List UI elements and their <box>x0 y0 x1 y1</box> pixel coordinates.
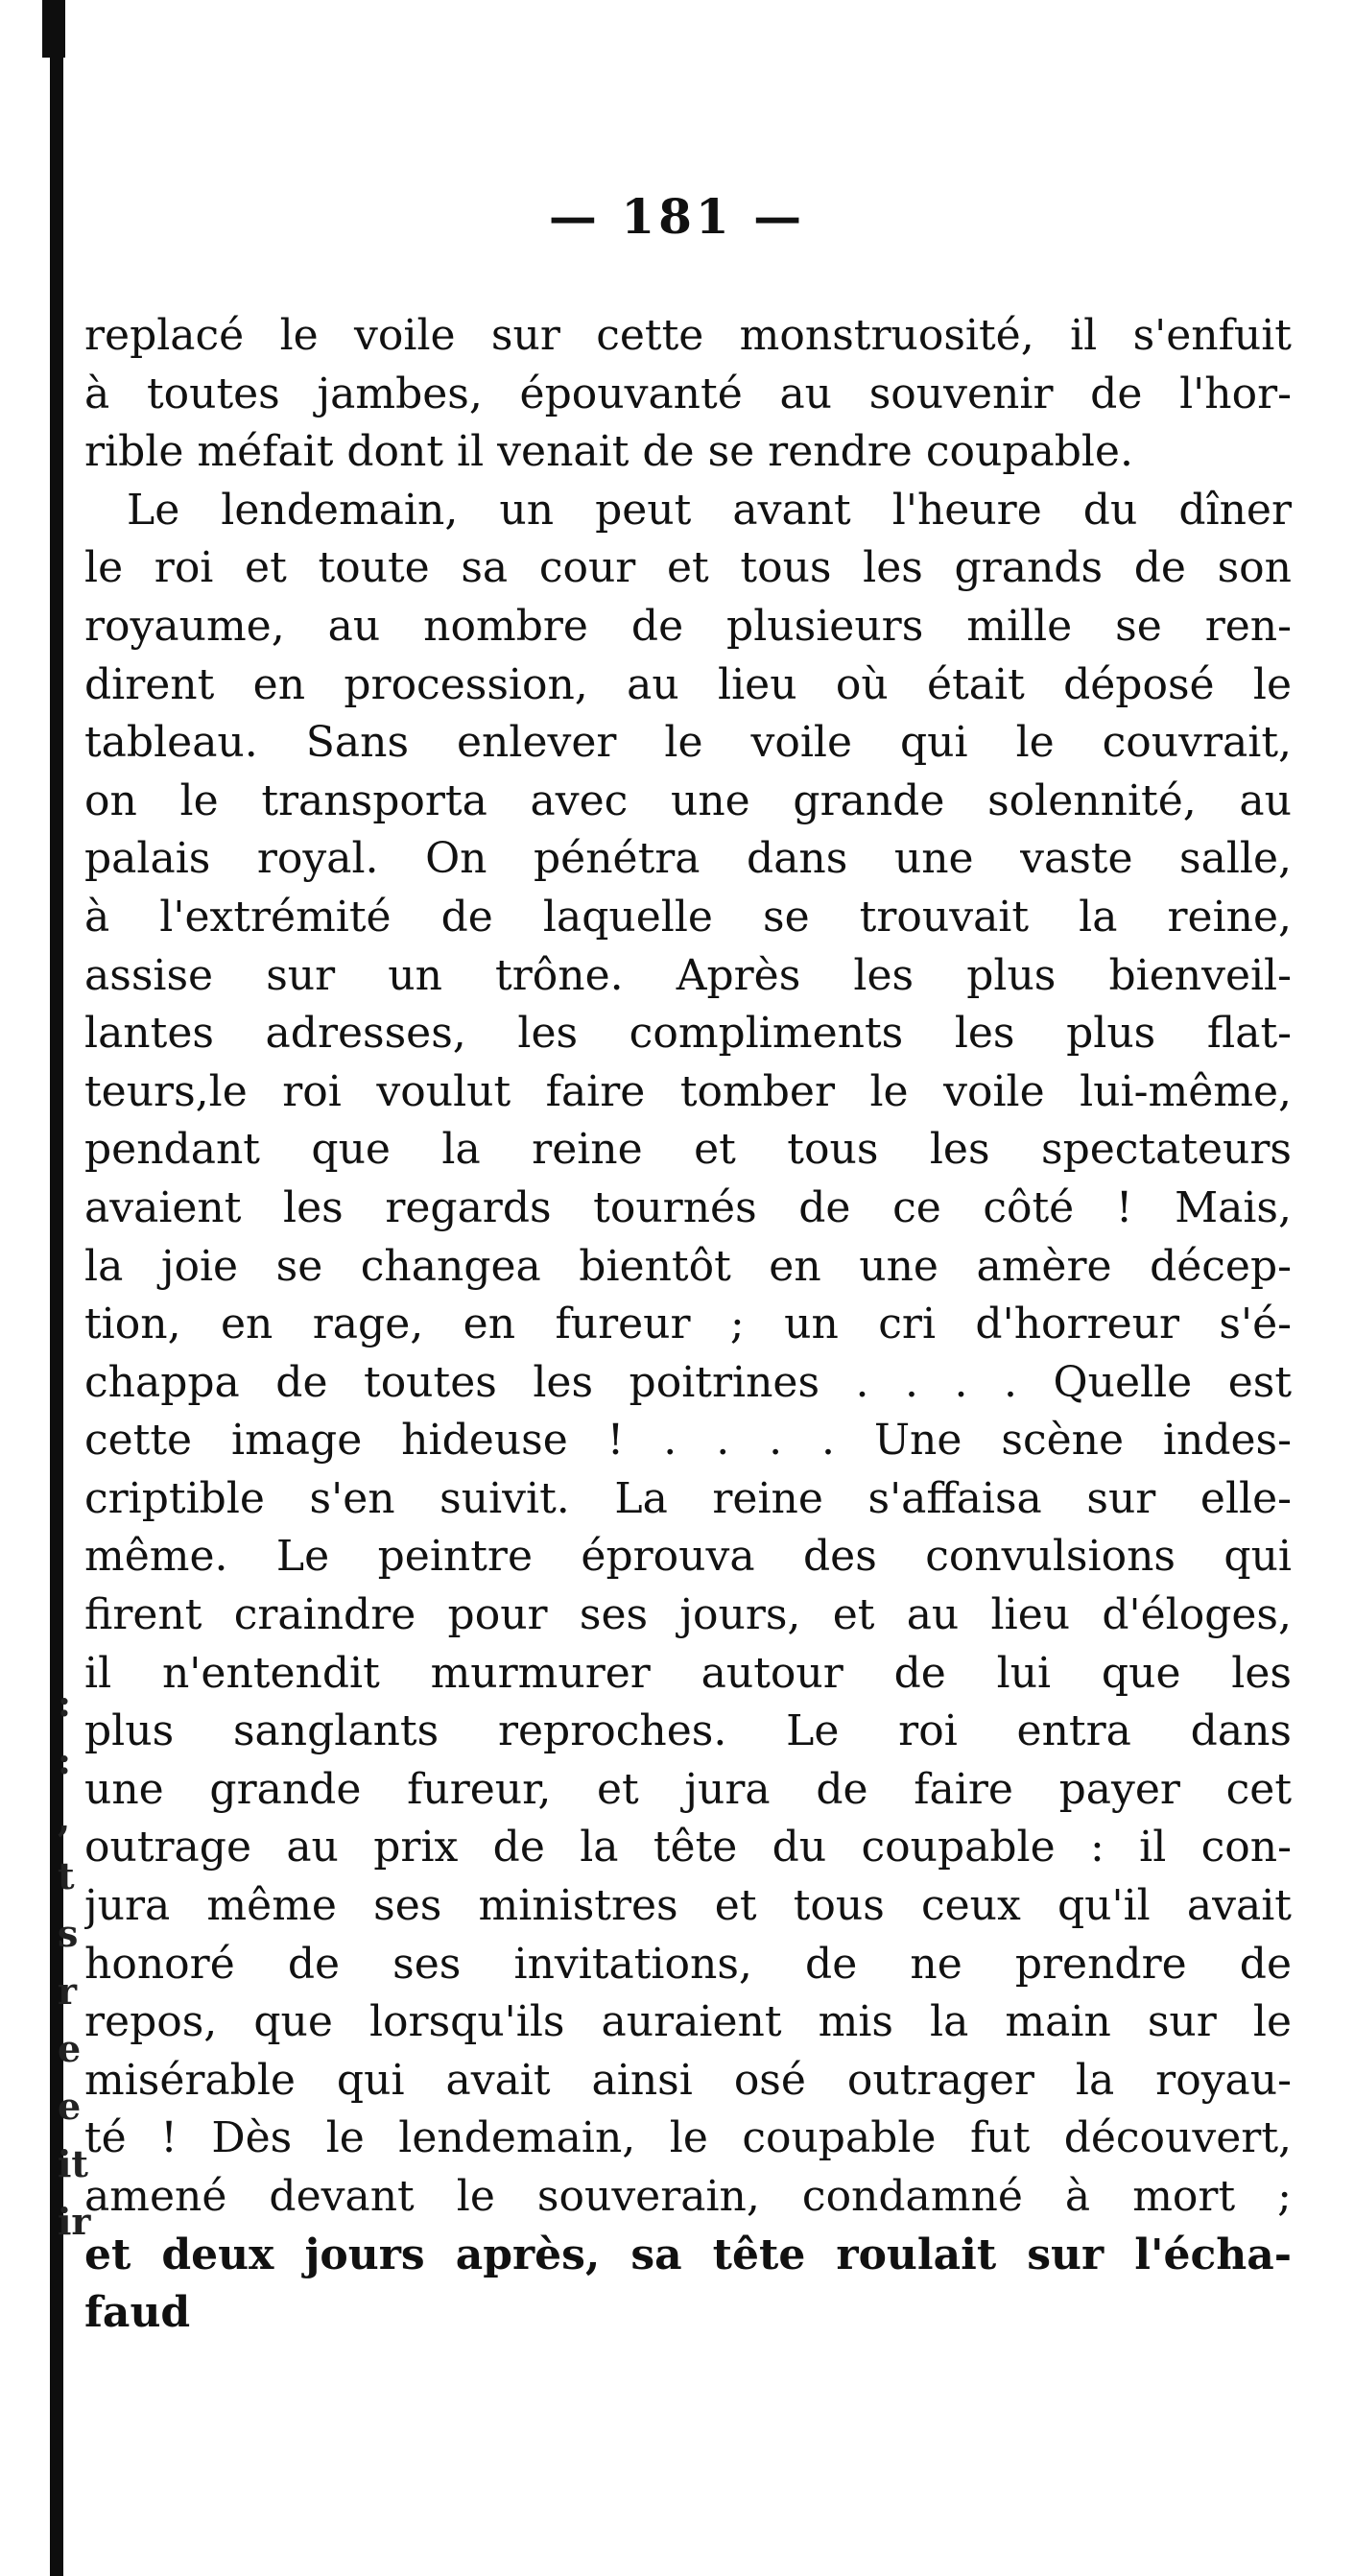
text-line: cette image hideuse ! . . . . Une scène indes- <box>84 1416 1292 1466</box>
text-line: té ! Dès le lendemain, le coupable fut découvert, <box>84 2113 1292 2163</box>
text-line: et deux jours après, sa tête roulait sur l'écha- <box>84 2230 1292 2279</box>
text-line: lantes adresses, les compliments les plus flat- <box>84 1009 1292 1059</box>
text-line: à toutes jambes, épouvanté au souvenir de l'hor- <box>84 369 1292 418</box>
margin-mark: e <box>58 2027 82 2070</box>
margin-mark: ir <box>58 2200 91 2243</box>
text-line: palais royal. On pénétra dans une vaste salle, <box>84 834 1292 884</box>
text-line: misérable qui avait ainsi osé outrager la royau- <box>84 2055 1292 2105</box>
text-line: Le lendemain, un peut avant l'heure du dîner <box>127 485 1292 535</box>
text-line: honoré de ses invitations, de ne prendre de <box>84 1939 1292 1989</box>
margin-mark: t <box>58 1854 75 1897</box>
text-line: amené devant le souverain, condamné à mort ; <box>84 2172 1292 2221</box>
margin-mark: r <box>58 1969 78 2013</box>
text-line: jura même ses ministres et tous ceux qu'il avait <box>84 1881 1292 1931</box>
text-line: faud <box>84 2288 191 2338</box>
margin-mark: e <box>58 2085 82 2128</box>
text-line: avaient les regards tournés de ce côté ! Mais, <box>84 1182 1292 1232</box>
text-line: teurs,le roi voulut faire tomber le voile lui-même, <box>84 1066 1292 1116</box>
text-line: criptible s'en suivit. La reine s'affaisa sur elle- <box>84 1473 1292 1523</box>
text-line: outrage au prix de la tête du coupable : il con- <box>84 1823 1292 1872</box>
text-line: repos, que lorsqu'ils auraient mis la main sur le <box>84 1997 1292 2047</box>
text-line: on le transporta avec une grande solennité, au <box>84 775 1292 825</box>
text-line: la joie se changea bientôt en une amère décep- <box>84 1241 1292 1291</box>
text-line: à l'extrémité de laquelle se trouvait la reine, <box>84 892 1292 942</box>
text-line: il n'entendit murmurer autour de lui que les <box>84 1648 1292 1698</box>
text-line: dirent en procession, au lieu où était déposé le <box>84 659 1292 709</box>
margin-mark: it <box>58 2142 88 2185</box>
text-line: plus sanglants reproches. Le roi entra dans <box>84 1706 1292 1756</box>
text-line: tion, en rage, en fureur ; un cri d'horreur s'é- <box>84 1300 1292 1349</box>
text-line: une grande fureur, et jura de faire payer cet <box>84 1764 1292 1814</box>
margin-mark: : <box>58 1739 72 1782</box>
text-line: tableau. Sans enlever le voile qui le couvrait, <box>84 718 1292 768</box>
text-line: rible méfait dont il venait de se rendre coupable. <box>84 427 1133 477</box>
body-text <box>84 307 1292 2343</box>
text-line: replacé le voile sur cette monstruosité, il s'enfuit <box>84 311 1292 360</box>
text-line: royaume, au nombre de plusieurs mille se ren- <box>84 601 1292 651</box>
margin-mark: s <box>58 1912 79 1955</box>
margin-mark: , <box>58 1797 71 1840</box>
text-line: le roi et toute sa cour et tous les grands de son <box>84 543 1292 593</box>
page-number: — 181 — <box>548 188 806 245</box>
margin-mark: : <box>58 1682 72 1725</box>
text-line: même. Le peintre éprouva des convulsions qui <box>84 1532 1292 1582</box>
text-line: pendant que la reine et tous les spectateurs <box>84 1125 1292 1175</box>
text-line: chappa de toutes les poitrines . . . . Quelle est <box>84 1357 1292 1407</box>
text-line: firent craindre pour ses jours, et au lieu d'éloges, <box>84 1590 1292 1640</box>
text-line: assise sur un trône. Après les plus bienveil- <box>84 950 1292 1000</box>
